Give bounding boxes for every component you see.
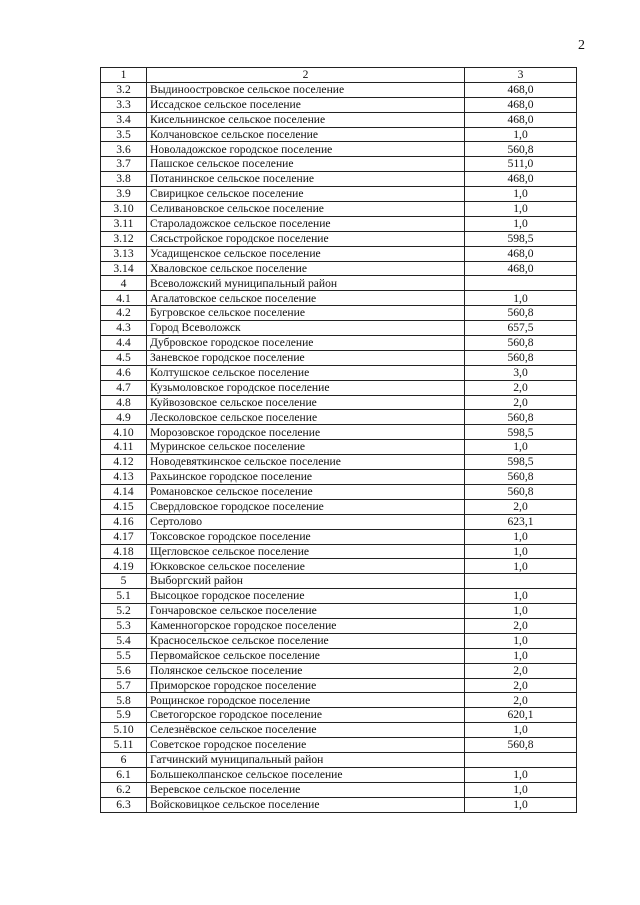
table-row [101,380,577,395]
row-number-cell: 3.5 [101,127,147,142]
table-row [101,499,577,514]
row-number-cell: 4.14 [101,484,147,499]
settlement-name-cell: Выборгский район [147,574,465,589]
row-number-cell: 4.16 [101,514,147,529]
settlement-name-cell: Приморское городское поселение [147,678,465,693]
value-cell: 560,8 [465,350,577,365]
table-row [101,723,577,738]
settlement-name-cell: Советское городское поселение [147,738,465,753]
settlement-name-cell: Кузьмоловское городское поселение [147,380,465,395]
row-number-cell: 5.5 [101,648,147,663]
table-row [101,559,577,574]
row-number-cell: 5.1 [101,589,147,604]
value-cell: 657,5 [465,321,577,336]
value-cell: 598,5 [465,231,577,246]
value-cell: 1,0 [465,648,577,663]
settlement-name-cell: Романовское сельское поселение [147,484,465,499]
value-cell: 468,0 [465,82,577,97]
value-cell: 560,8 [465,484,577,499]
table-row [101,112,577,127]
settlement-name-cell: Юкковское сельское поселение [147,559,465,574]
row-number-cell: 4 [101,276,147,291]
table-row [101,663,577,678]
value-cell: 1,0 [465,559,577,574]
table-row [101,618,577,633]
row-number-cell: 5.4 [101,633,147,648]
row-number-cell: 5.11 [101,738,147,753]
value-cell: 560,8 [465,336,577,351]
table-row [101,633,577,648]
row-number-cell: 4.7 [101,380,147,395]
settlement-name-cell: Колчановское сельское поселение [147,127,465,142]
table-row [101,246,577,261]
row-number-cell: 3.3 [101,97,147,112]
table-row [101,425,577,440]
value-cell [465,752,577,767]
section-row [101,276,577,291]
settlement-name-cell: Сясьстройское городское поселение [147,231,465,246]
table-row [101,231,577,246]
row-number-cell: 5.3 [101,618,147,633]
row-number-cell: 4.19 [101,559,147,574]
settlement-name-cell: Войсковицкое сельское поселение [147,797,465,812]
value-cell: 560,8 [465,738,577,753]
row-number-cell: 5.7 [101,678,147,693]
settlement-name-cell: Куйвозовское сельское поселение [147,395,465,410]
table-row [101,142,577,157]
table-row [101,604,577,619]
settlement-name-cell: Агалатовское сельское поселение [147,291,465,306]
table-header-row [101,68,577,83]
table-row [101,648,577,663]
settlement-name-cell: Гончаровское сельское поселение [147,604,465,619]
row-number-cell: 6.3 [101,797,147,812]
table-row [101,484,577,499]
value-cell: 2,0 [465,678,577,693]
row-number-cell: 4.17 [101,529,147,544]
settlement-name-cell: Светогорское городское поселение [147,708,465,723]
row-number-cell: 4.2 [101,306,147,321]
table-row [101,172,577,187]
row-number-cell: 4.18 [101,544,147,559]
table-row [101,678,577,693]
value-cell: 1,0 [465,127,577,142]
table-row [101,216,577,231]
settlement-name-cell: Заневское городское поселение [147,350,465,365]
row-number-cell: 5 [101,574,147,589]
settlement-name-cell: Токсовское городское поселение [147,529,465,544]
settlement-name-cell: Гатчинский муниципальный район [147,752,465,767]
settlement-name-cell: Свирицкое сельское поселение [147,187,465,202]
value-cell: 1,0 [465,202,577,217]
settlement-name-cell: Рощинское городское поселение [147,693,465,708]
settlement-name-cell: Каменногорское городское поселение [147,618,465,633]
table-row [101,589,577,604]
settlements-table [100,67,577,813]
value-cell: 620,1 [465,708,577,723]
table-row [101,440,577,455]
row-number-cell: 4.8 [101,395,147,410]
value-cell: 1,0 [465,187,577,202]
settlement-name-cell: Усадищенское сельское поселение [147,246,465,261]
settlement-name-cell: Селезнёвское сельское поселение [147,723,465,738]
value-cell: 2,0 [465,380,577,395]
settlement-name-cell: Щегловское сельское поселение [147,544,465,559]
settlement-name-cell: Рахьинское городское поселение [147,470,465,485]
settlement-name-cell: Полянское сельское поселение [147,663,465,678]
row-number-cell: 6.2 [101,782,147,797]
row-number-cell: 4.11 [101,440,147,455]
value-cell: 598,5 [465,455,577,470]
settlement-name-cell: Кисельнинское сельское поселение [147,112,465,127]
row-number-cell: 3.8 [101,172,147,187]
row-number-cell: 4.4 [101,336,147,351]
row-number-cell: 3.10 [101,202,147,217]
row-number-cell: 3.12 [101,231,147,246]
table-row [101,306,577,321]
page-number: 2 [578,38,585,53]
table-row [101,470,577,485]
row-number-cell: 3.4 [101,112,147,127]
value-cell: 560,8 [465,410,577,425]
table-row [101,157,577,172]
value-cell: 1,0 [465,604,577,619]
row-number-cell: 4.12 [101,455,147,470]
value-cell: 468,0 [465,172,577,187]
value-cell: 2,0 [465,499,577,514]
value-cell: 1,0 [465,633,577,648]
row-number-cell: 4.6 [101,365,147,380]
settlement-name-cell: Бугровское сельское поселение [147,306,465,321]
header-cell-col1: 1 [101,68,147,83]
value-cell [465,276,577,291]
row-number-cell: 3.2 [101,82,147,97]
table-row [101,708,577,723]
row-number-cell: 3.11 [101,216,147,231]
settlement-name-cell: Хваловское сельское поселение [147,261,465,276]
settlement-name-cell: Колтушское сельское поселение [147,365,465,380]
table-row [101,187,577,202]
table-row [101,738,577,753]
settlement-name-cell: Пашское сельское поселение [147,157,465,172]
value-cell: 468,0 [465,97,577,112]
table-row [101,365,577,380]
table-row [101,350,577,365]
table-row [101,529,577,544]
settlement-name-cell: Высоцкое городское поселение [147,589,465,604]
row-number-cell: 5.9 [101,708,147,723]
table-body [101,68,577,813]
value-cell: 468,0 [465,261,577,276]
row-number-cell: 4.1 [101,291,147,306]
row-number-cell: 5.10 [101,723,147,738]
table-row [101,693,577,708]
value-cell: 560,8 [465,470,577,485]
settlement-name-cell: Лесколовское сельское поселение [147,410,465,425]
row-number-cell: 6.1 [101,767,147,782]
section-row [101,752,577,767]
settlement-name-cell: Староладожское сельское поселение [147,216,465,231]
value-cell: 560,8 [465,306,577,321]
settlement-name-cell: Всеволожский муниципальный район [147,276,465,291]
settlement-name-cell: Новоладожское городское поселение [147,142,465,157]
table-row [101,544,577,559]
table-row [101,261,577,276]
settlement-name-cell: Муринское сельское поселение [147,440,465,455]
value-cell: 1,0 [465,797,577,812]
row-number-cell: 3.13 [101,246,147,261]
settlement-name-cell: Дубровское городское поселение [147,336,465,351]
row-number-cell: 4.15 [101,499,147,514]
value-cell: 3,0 [465,365,577,380]
value-cell: 1,0 [465,544,577,559]
value-cell: 468,0 [465,112,577,127]
value-cell: 1,0 [465,589,577,604]
value-cell: 1,0 [465,440,577,455]
table-row [101,410,577,425]
value-cell: 2,0 [465,618,577,633]
value-cell: 560,8 [465,142,577,157]
value-cell: 1,0 [465,782,577,797]
row-number-cell: 6 [101,752,147,767]
value-cell: 2,0 [465,395,577,410]
row-number-cell: 3.6 [101,142,147,157]
row-number-cell: 4.5 [101,350,147,365]
value-cell: 1,0 [465,291,577,306]
table-row [101,127,577,142]
row-number-cell: 3.14 [101,261,147,276]
settlement-name-cell: Сертолово [147,514,465,529]
settlement-name-cell: Выдиноостровское сельское поселение [147,82,465,97]
value-cell: 1,0 [465,529,577,544]
settlement-name-cell: Иссадское сельское поселение [147,97,465,112]
settlement-name-cell: Морозовское городское поселение [147,425,465,440]
row-number-cell: 3.9 [101,187,147,202]
row-number-cell: 4.3 [101,321,147,336]
value-cell: 623,1 [465,514,577,529]
row-number-cell: 4.9 [101,410,147,425]
settlement-name-cell: Веревское сельское поселение [147,782,465,797]
value-cell: 598,5 [465,425,577,440]
value-cell [465,574,577,589]
table-row [101,514,577,529]
settlement-name-cell: Красносельское сельское поселение [147,633,465,648]
table-row [101,82,577,97]
header-cell-col3: 3 [465,68,577,83]
table-row [101,336,577,351]
table-row [101,767,577,782]
value-cell: 2,0 [465,693,577,708]
table-row [101,782,577,797]
settlement-name-cell: Потанинское сельское поселение [147,172,465,187]
settlement-name-cell: Новодевяткинское сельское поселение [147,455,465,470]
value-cell: 1,0 [465,767,577,782]
table-row [101,455,577,470]
settlement-name-cell: Свердловское городское поселение [147,499,465,514]
settlement-name-cell: Первомайское сельское поселение [147,648,465,663]
section-row [101,574,577,589]
row-number-cell: 5.8 [101,693,147,708]
table-row [101,321,577,336]
value-cell: 468,0 [465,246,577,261]
row-number-cell: 4.13 [101,470,147,485]
value-cell: 2,0 [465,663,577,678]
row-number-cell: 3.7 [101,157,147,172]
value-cell: 511,0 [465,157,577,172]
settlement-name-cell: Селивановское сельское поселение [147,202,465,217]
row-number-cell: 4.10 [101,425,147,440]
settlement-name-cell: Город Всеволожск [147,321,465,336]
table-row [101,97,577,112]
table-row [101,202,577,217]
table-row [101,291,577,306]
row-number-cell: 5.6 [101,663,147,678]
table-row [101,395,577,410]
table-row [101,797,577,812]
row-number-cell: 5.2 [101,604,147,619]
value-cell: 1,0 [465,216,577,231]
settlement-name-cell: Большеколпанское сельское поселение [147,767,465,782]
header-cell-col2: 2 [147,68,465,83]
value-cell: 1,0 [465,723,577,738]
